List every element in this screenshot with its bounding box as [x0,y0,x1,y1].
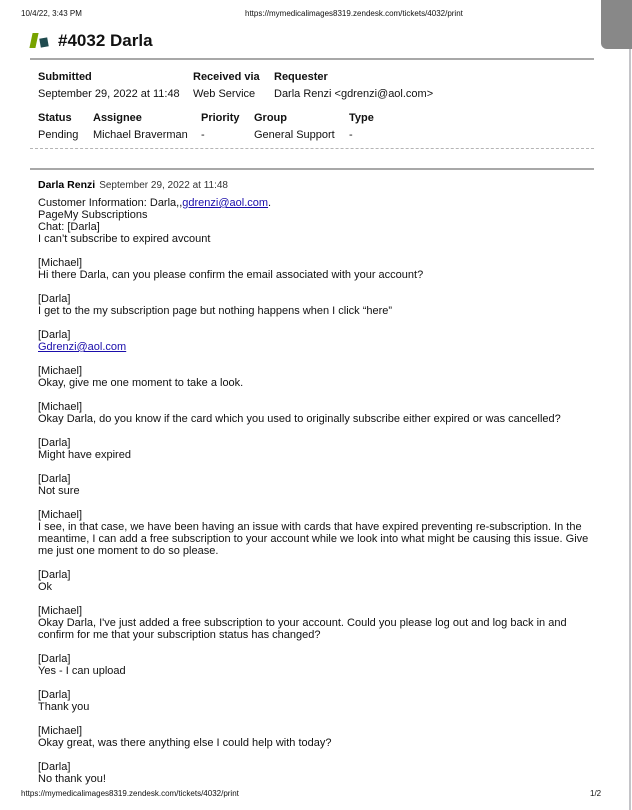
customer-info-suffix: . [268,197,272,209]
message-speaker: [Michael] [38,401,83,413]
message-speaker: [Darla] [38,569,71,581]
type-value: - [349,129,353,141]
ticket-title: #4032 Darla [58,31,153,50]
chat-message [38,761,590,785]
received-via-value: Web Service [193,88,256,100]
comments-divider [30,168,594,170]
page-number: 1/2 [590,789,602,798]
message-speaker: [Darla] [38,329,71,341]
assignee-field [93,112,188,141]
first-message: I can’t subscribe to expired avcount [38,233,211,245]
message-text: Okay, give me one moment to take a look. [38,377,244,389]
message-speaker: [Michael] [38,605,83,617]
chat-message [38,653,590,677]
message-text: No thank you! [38,773,106,785]
scrollbar-track[interactable] [629,49,631,810]
message-speaker: [Darla] [38,293,71,305]
message-speaker: [Darla] [38,761,71,773]
message-text: I see, in that case, we have been having an issue with cards that have expired preventing re-subscription. In the meantime, I can add a free subscription to your account while we look into what might be causing this issue. Give me just one moment to do so please. [38,521,589,557]
message-text: Yes - I can upload [38,665,126,677]
chat-message [38,365,590,389]
message-speaker: [Michael] [38,725,83,737]
message-text: Okay great, was there anything else I could help with today? [38,737,332,749]
page-line: PageMy Subscriptions [38,209,148,221]
chat-message [38,689,590,713]
group-value: General Support [254,129,335,141]
submitted-field [38,71,180,100]
chat-transcript [38,257,590,785]
assignee-value: Michael Braverman [93,129,188,141]
message-text: Ok [38,581,53,593]
chat-message [38,293,590,317]
comment-timestamp: September 29, 2022 at 11:48 [99,180,228,191]
chat-line: Chat: [Darla] [38,221,100,233]
group-label: Group [254,112,287,124]
ticket-header [30,31,153,51]
assignee-label: Assignee [93,112,142,124]
zendesk-logo-icon [30,32,52,50]
message-text: Not sure [38,485,80,497]
message-text: Okay Darla, I've just added a free subscription to your account. Could you please log out and log back in and confirm for me that your subscription status has changed? [38,617,567,641]
comment-body [38,197,590,797]
print-datetime: 10/4/22, 3:43 PM [21,9,82,18]
status-value: Pending [38,129,79,141]
message-speaker: [Michael] [38,365,83,377]
header-divider [30,58,594,60]
priority-value: - [201,129,205,141]
chat-message [38,437,590,461]
print-footer-url: https://mymedicalimages8319.zendesk.com/tickets/4032/print [21,789,239,798]
meta-divider-dashed [30,148,594,149]
customer-info-prefix: Customer Information: Darla,, [38,197,183,209]
chat-message [38,605,590,641]
chat-message [38,329,590,353]
submitted-value: September 29, 2022 at 11:48 [38,88,180,100]
message-email-link[interactable]: Gdrenzi@aol.com [38,341,127,353]
message-text: Thank you [38,701,90,713]
message-speaker: [Darla] [38,653,71,665]
message-speaker: [Darla] [38,689,71,701]
requester-field [274,71,433,100]
chat-message [38,473,590,497]
comment-author: Darla Renzi [38,179,96,191]
message-speaker: [Michael] [38,509,83,521]
chat-message [38,509,590,557]
chat-message [38,401,590,425]
requester-label: Requester [274,71,328,83]
message-text: Okay Darla, do you know if the card which you used to originally subscribe either expired or was cancelled? [38,413,561,425]
status-field [38,112,78,141]
message-text: Might have expired [38,449,131,461]
message-speaker: [Darla] [38,437,71,449]
submitted-label: Submitted [38,71,92,83]
chat-message [38,569,590,593]
print-header-url: https://mymedicalimages8319.zendesk.com/tickets/4032/print [245,9,463,18]
priority-label: Priority [201,112,240,124]
type-field [349,112,374,141]
customer-email-link[interactable]: gdrenzi@aol.com [182,197,269,209]
requester-value: Darla Renzi <gdrenzi@aol.com> [274,88,434,100]
message-text: Hi there Darla, can you please confirm the email associated with your account? [38,269,424,281]
received-via-label: Received via [193,71,260,83]
chat-message [38,725,590,749]
priority-field [201,112,240,141]
received-via-field [193,71,260,100]
message-text: I get to the my subscription page but nothing happens when I click “here” [38,305,393,317]
status-label: Status [38,112,72,124]
comment-intro [38,197,590,245]
chat-message [38,257,590,281]
comment-header [38,179,228,191]
message-speaker: [Michael] [38,257,83,269]
group-field [254,112,335,141]
message-speaker: [Darla] [38,473,71,485]
type-label: Type [349,112,374,124]
scrollbar-thumb[interactable] [601,0,632,49]
